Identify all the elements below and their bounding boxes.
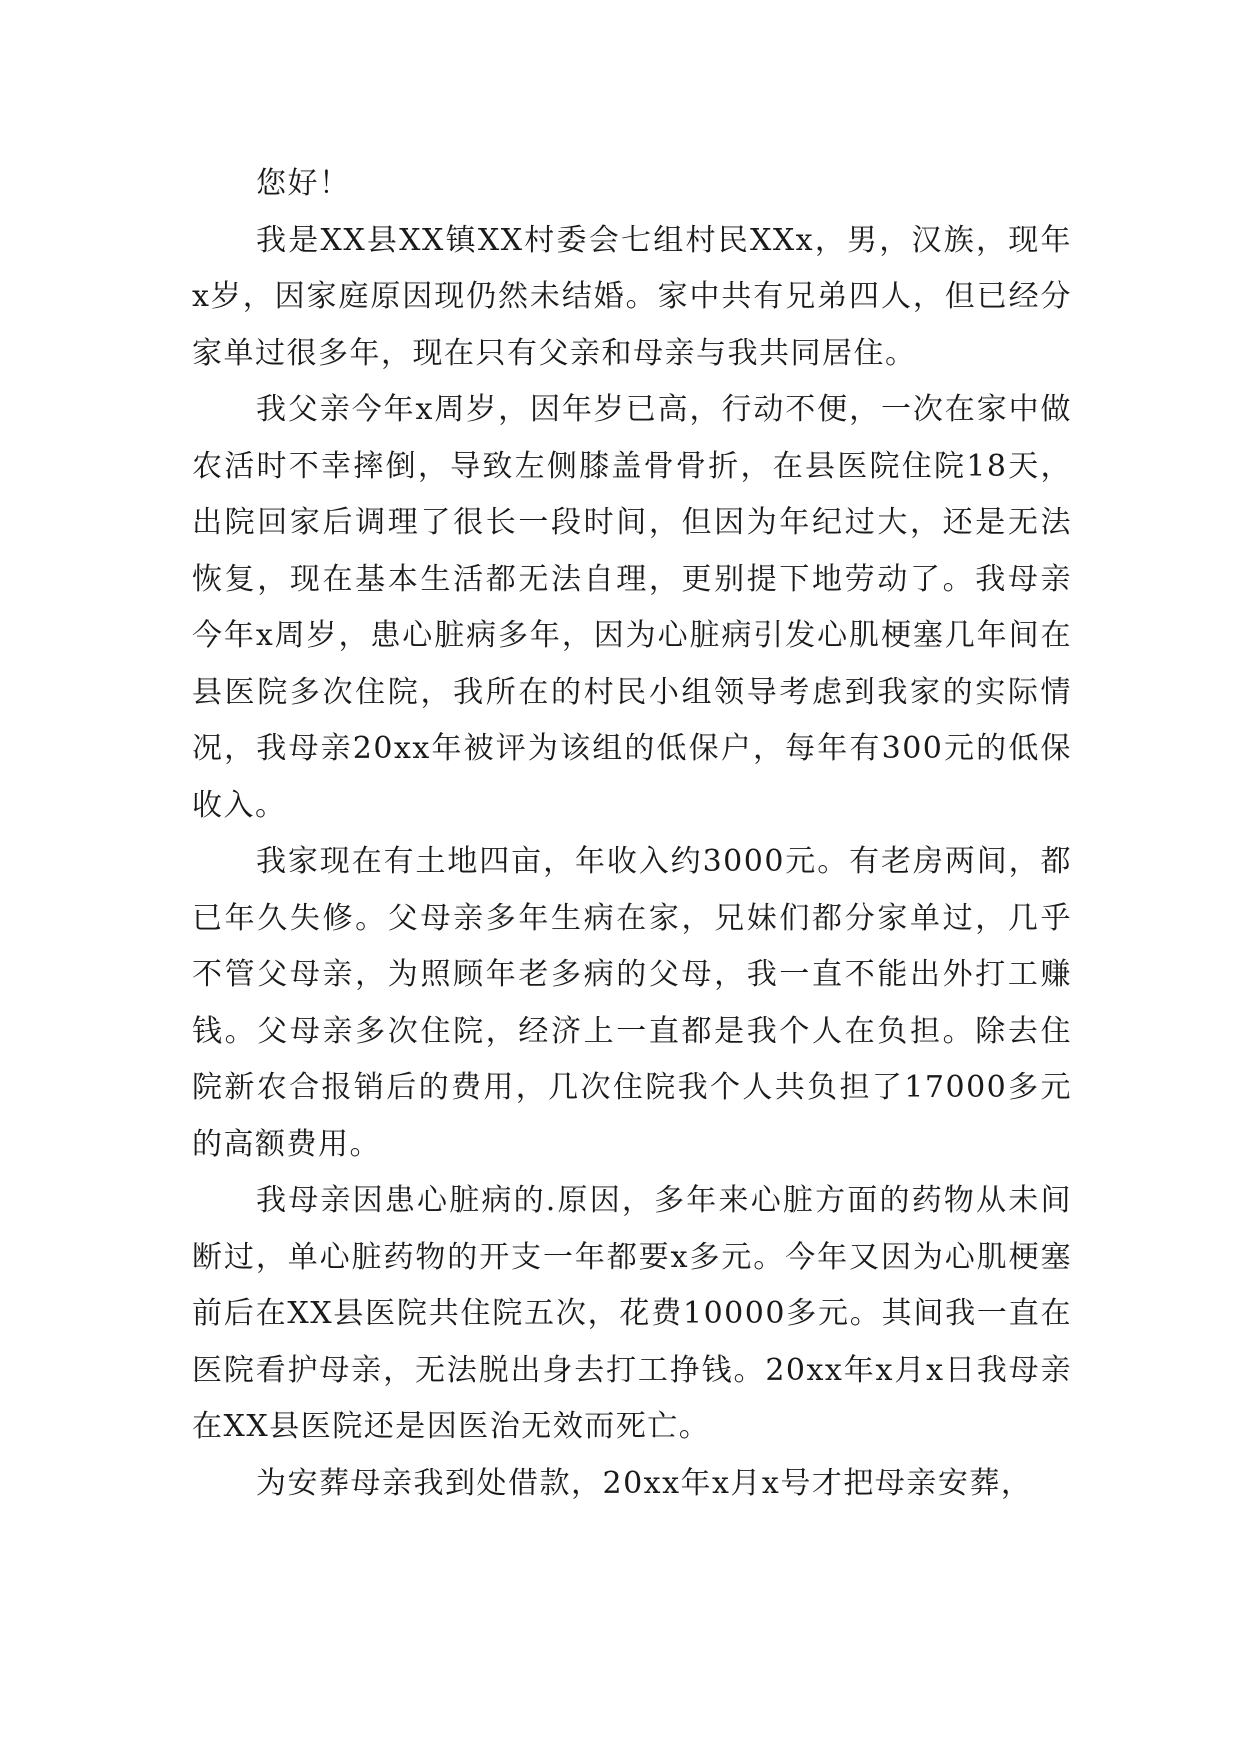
paragraph-introduction: 我是XX县XX镇XX村委会七组村民XXx，男，汉族，现年x岁，因家庭原因现仍然未结婚。家中共有兄弟四人，但已经分家单过很多年，现在只有父亲和母亲与我共同居住。 (192, 222, 1072, 371)
paragraph-mother-illness: 我母亲因患心脏病的.原因，多年来心脏方面的药物从未间断过，单心脏药物的开支一年都要x多元。今年又因为心肌梗塞前后在XX县医院共住院五次，花费10000多元。其间我一直在医院看护母亲，无法脱出身去打工挣钱。20xx年x月x日我母亲在XX县医院还是因医治无效而死亡。 (192, 1183, 1072, 1444)
paragraph-family-finances: 我家现在有土地四亩，年收入约3000元。有老房两间，都已年久失修。父母亲多年生病在家，兄妹们都分家单过，几乎不管父母亲，为照顾年老多病的父母，我一直不能出外打工赚钱。父母亲多次住院，经济上一直都是我个人在负担。除去住院新农合报销后的费用，几次住院我个人共负担了17000多元的高额费用。 (192, 844, 1072, 1162)
paragraph-greeting: 您好！ (256, 166, 351, 201)
letter-body (192, 156, 1072, 1512)
paragraph-funeral: 为安葬母亲我到处借款，20xx年x月x号才把母亲安葬， (256, 1465, 1033, 1501)
paragraph-parents-health: 我父亲今年x周岁，因年岁已高，行动不便，一次在家中做农活时不幸摔倒，导致左侧膝盖骨骨折，在县医院住院18天，出院回家后调理了很长一段时间，但因为年纪过大，还是无法恢复，现在基本生活都无法自理，更别提下地劳动了。我母亲今年x周岁，患心脏病多年，因为心脏病引发心肌梗塞几年间在县医院多次住院，我所在的村民小组领导考虑到我家的实际情况，我母亲20xx年被评为该组的低保户，每年有300元的低保收入。 (192, 392, 1072, 823)
